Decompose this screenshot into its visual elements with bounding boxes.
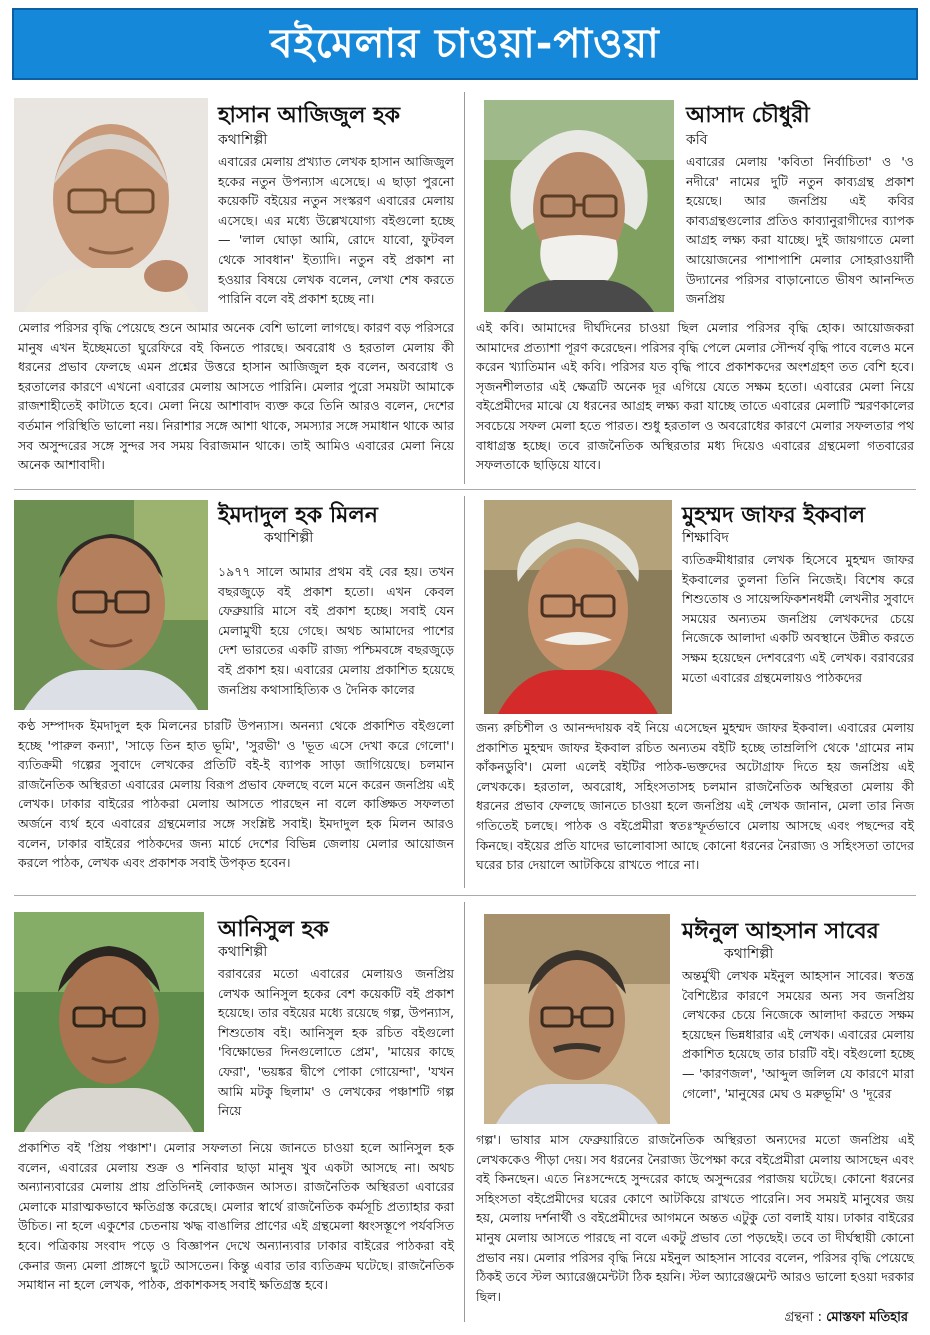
byline-label: গ্রন্থনা : [784, 1310, 822, 1325]
column-divider [464, 496, 465, 888]
article-text-full: গল্প'। ভাষার মাস ফেব্রুয়ারিতে রাজনৈতিক অস্থিরতা অন্যদের মতো জনপ্রিয় এই লেখককেও পীড়া দেয়। সব ধরনের নৈরাজ্য উপেক্ষা করে বইপ্রেমীরা মেলায় আসছেন এবং বই কিনছেন। এতে নিঃসন্দেহে সুন্দরের কাছে অসুন্দরের পরাজয় ঘটেছে। কোনো ধরনের সহিংসতা বইপ্রেমীদের ঘরের কোণে আটকিয়ে রাখতে পারেনি। সব সময়ই মানুষের জয় হয়, মেলায় দর্শনার্থী ও বইপ্রেমীদের আগমনে অন্তত এটুকু তো বলাই যায়। ঢাকার বাইরের মানুষ মেলায় আসতে পারছে না বলে একটু প্রভাব তো পড়ছেই। তবে তা দীর্ঘস্থায়ী কোনো প্রভাব নয়। মেলার পরিসর বৃদ্ধি নিয়ে মইনুল আহসান সাবের বলেন, পরিসর বৃদ্ধি পেয়েছে ঠিকই তবে স্টল অ্যারেঞ্জমেন্টটা ঠিক হয়নি। স্টল অ্যারেঞ্জমেন্ট আরও ভালো হওয়া দরকার ছিল। [476, 1132, 914, 1304]
author-photo [14, 98, 208, 312]
author-photo [484, 914, 670, 1124]
author-role: কবি [686, 132, 708, 148]
article-text-side: ১৯৭৭ সালে আমার প্রথম বই বের হয়। তখন বছরজুড়ে বই প্রকাশ হতো। এখন কেবল ফেব্রুয়ারি মাসে বই প্রকাশ হচ্ছে। সবাই যেন মেলামুখী হয়ে গেছে। অথচ আমাদের পাশের দেশ ভারতের একটি রাজ্য পশ্চিমবঙ্গে বছরজুড়ে বই প্রকাশ হয়। এবারের মেলায় প্রকাশিত হয়েছে জনপ্রিয় কথাসাহিত্যিক ও দৈনিক কালের [218, 564, 454, 697]
article-text-full: মেলার পরিসর বৃদ্ধি পেয়েছে শুনে আমার অনেক বেশি ভালো লাগছে। কারণ বড় পরিসরে মানুষ এখন ইচ্ছেমতো ঘুরেফিরে বই কিনতে পারছে। অবরোধ ও হরতাল মেলায় কী ধরনের প্রভাব ফেলছে এমন প্রশ্নের উত্তরে হাসান আজিজুল হক বলেন, অবরোধ ও হরতালের কারণে এখনো এবারের মেলায় আসতে পারিনি। মেলার পুরো সময়টা আমাকে রাজশাহীতেই কাটাতে হবে। মেলা নিয়ে আশাবাদ ব্যক্ত করে তিনি আরও বলেন, দেশের বর্তমান পরিস্থিতি ভালো নয়। নিরাশার সঙ্গে আশা থাকে, সমস্যার সঙ্গে সমাধান থাকে আর সব অসুন্দরের সঙ্গে সুন্দর সব সময় বিরাজমান থাকে। তাই আমিও এবারের মেলা নিয়ে অনেক আশাবাদী। [18, 320, 454, 473]
article-text-side: অন্তর্মুখী লেখক মইনুল আহসান সাবের। স্বতন্ত্র বৈশিষ্ট্যের কারণে সময়ের অন্য সব জনপ্রিয় লেখকের চেয়ে নিজেকে আলাদা করতে সক্ষম হয়েছেন ভিন্নধারার এই লেখক। এবারের মেলায় প্রকাশিত হয়েছে তার চারটি বই। বইগুলো হচ্ছে— 'কারণজল', 'আব্দুল জলিল যে কারণে মারা গেলো', 'মানুষের মেঘ ও মরুভূমি' ও 'দূরের [682, 968, 914, 1101]
row-divider [14, 489, 916, 490]
author-photo [14, 912, 204, 1132]
author-photo [484, 100, 674, 312]
author-role: কথাশিল্পী [218, 944, 268, 960]
author-photo [14, 500, 208, 710]
author-role: শিক্ষাবিদ [682, 530, 729, 546]
article-text-full: এই কবি। আমাদের দীর্ঘদিনের চাওয়া ছিল মেলার পরিসর বৃদ্ধি হোক। আয়োজকরা আমাদের প্রত্যাশা পূরণ করেছেন। পরিসর বৃদ্ধি পেলে মেলার সৌন্দর্য বৃদ্ধি পাবে বলেও মনে করেন খ্যাতিমান এই কবি। পরিসর যত বৃদ্ধি পাবে প্রকাশকদের অংশগ্রহণ তত বেশি হবে। সৃজনশীলতার এই ক্ষেত্রটি অনেক দূর এগিয়ে যেতে সক্ষম হতো। এবারের মেলা নিয়ে বইপ্রেমীদের মাঝে যে ধরনের আগ্রহ লক্ষ্য করা যাচ্ছে তাতে এবারের মেলাটি স্মরণকালের সবচেয়ে সফল মেলা হতে পারত। শুধু হরতাল ও অবরোধের কারণে মেলার সফলতার পথ বাধাগ্রস্ত হচ্ছে। তবে রাজনৈতিক অস্থিরতার মধ্য দিয়েও এবারের গ্রন্থমেলা গতবারের সফলতাকে ছাড়িয়ে যাবে। [476, 320, 914, 473]
column-divider [464, 92, 465, 484]
author-name: ইমদাদুল হক মিলন [218, 503, 378, 528]
author-role: কথাশিল্পী [218, 132, 268, 148]
page-banner [12, 8, 918, 80]
article-text-side: ব্যতিক্রমীধারার লেখক হিসেবে মুহম্মদ জাফর ইকবালের তুলনা তিনি নিজেই। বিশেষ করে শিশুতোষ ও সায়েন্সফিকশনধর্মী লেখনীর সুবাদে সময়ের অন্যতম জনপ্রিয় লেখকদের চেয়ে নিজেকে আলাদা একটি অবস্থানে উন্নীত করতে সক্ষম হয়েছেন দেশবরেণ্য এই লেখক। বরাবরের মতো এবারের গ্রন্থমেলায়ও পাঠকদের [682, 552, 914, 685]
article-text-side: বরাবরের মতো এবারের মেলায়ও জনপ্রিয় লেখক আনিসুল হকের বেশ কয়েকটি বই প্রকাশ হয়েছে। তার বইয়ের মধ্যে রয়েছে গল্প, উপন্যাস, শিশুতোষ বই। আনিসুল হক রচিত বইগুলো 'বিক্ষোভের দিনগুলোতে প্রেম', 'মায়ের কাছে ফেরা', 'ভয়ঙ্কর দ্বীপে পোকা গোয়েন্দা', 'যখন আমি মটকু ছিলাম' ও লেখকের পঞ্চাশটি গল্প নিয়ে [218, 966, 454, 1119]
article-text-full: প্রকাশিত বই 'প্রিয় পঞ্চাশ'। মেলার সফলতা নিয়ে জানতে চাওয়া হলে আনিসুল হক বলেন, এবারের মেলায় শুক্র ও শনিবার ছাড়া মানুষ খুব একটা আসছে না। অথচ অন্যান্যবারের মেলায় প্রায় প্রতিদিনই লোকজন আসত। রাজনৈতিক অস্থিরতা এবারের মেলাকে মারাত্মকভাবে ক্ষতিগ্রস্ত করেছে। মেলার স্বার্থে রাজনৈতিক কর্মসূচি প্রত্যাহার করা উচিত। না হলে একুশের চেতনায় ঋদ্ধ বাঙালির প্রাণের এই গ্রন্থমেলা ধ্বংসস্তূপে পর্যবসিত হবে। পত্রিকায় সংবাদ পড়ে ও বিজ্ঞাপন দেখে অন্যান্যবার ঢাকার বাইরের পাঠকরা বই কেনার জন্য মেলা প্রাঙ্গণে ছুটে আসতেন। কিন্তু এবার তার ব্যতিক্রম ঘটেছে। রাজনৈতিক সমাধান না হলে লেখক, পাঠক, প্রকাশকসহ সবাই ক্ষতিগ্রস্ত হবে। [18, 1140, 454, 1293]
author-name: হাসান আজিজুল হক [218, 103, 400, 128]
author-name: মঈনুল আহসান সাবের [682, 919, 879, 944]
article-text-full: কণ্ঠ সম্পাদক ইমদাদুল হক মিলনের চারটি উপন্যাস। অনন্যা থেকে প্রকাশিত বইগুলো হচ্ছে 'পারুল কন্যা', 'সাড়ে তিন হাত ভূমি', 'সুরভী' ও 'ভূত এসে দেখা করে গেলো'। ব্যতিক্রমী গল্পের সুবাদে লেখকের প্রতিটি বই-ই ব্যাপক সাড়া জাগিয়েছে। চলমান রাজনৈতিক অস্থিরতা এবারের মেলায় বিরূপ প্রভাব ফেলছে বলে মনে করেন জনপ্রিয় এই লেখক। ঢাকার বাইরের পাঠকরা মেলায় আসতে পারছেন না বলে কাঙ্ক্ষিত সফলতা অর্জনে ব্যর্থ হবে এবারের গ্রন্থমেলার সঙ্গে সংশ্লিষ্ট সবাই। ইমদাদুল হক মিলন আরও বলেন, ঢাকার বাইরের পাঠকদের জন্য মার্চে দেশের বিভিন্ন জেলায় মেলার আয়োজন করলে পাঠক, লেখক এবং প্রকাশক সবাই উপকৃত হবেন। [18, 718, 454, 871]
article-text-side: এবারের মেলায় প্রখ্যাত লেখক হাসান আজিজুল হকের নতুন উপন্যাস এসেছে। এ ছাড়া পুরনো কয়েকটি বইয়ের নতুন সংস্করণ এবারের মেলায় এসেছে। এর মধ্যে উল্লেখযোগ্য বইগুলো হচ্ছে— 'লাল ঘোড়া আমি, রোদে যাবো, ফুটবল থেকে সাবধান' ইত্যাদি। নতুন বই প্রকাশ না হওয়ার বিষয়ে লেখক বলেন, লেখা শেষ করতে পারিনি বলে বই প্রকাশ হচ্ছে না। [218, 154, 454, 307]
author-role: কথাশিল্পী [724, 946, 774, 962]
author-name: আনিসুল হক [218, 917, 329, 942]
author-name: আসাদ চৌধুরী [686, 103, 810, 128]
article-text-full: জন্য রুচিশীল ও আনন্দদায়ক বই নিয়ে এসেছেন মুহম্মদ জাফর ইকবাল। এবারের মেলায় প্রকাশিত মুহম্মদ জাফর ইকবাল রচিত অন্যতম বইটি হচ্ছে তাম্রলিপি থেকে 'গ্রামের নাম কাঁকনডুবি'। মেলা এলেই বইটির পাঠক-ভক্তদের অটোগ্রাফ দিতে হয় জনপ্রিয় এই লেখককে। হরতাল, অবরোধ, সহিংসতাসহ চলমান রাজনৈতিক অস্থিরতা মেলায় কী ধরনের প্রভাব ফেলছে জানতে চাওয়া হলে জনপ্রিয় এই লেখক জানান, মেলা তার নিজ গতিতেই চলছে। পাঠক ও বইপ্রেমীরা স্বতঃস্ফূর্তভাবে মেলায় আসছে এবং পছন্দের বই কিনছে। বইয়ের প্রতি যাদের ভালোবাসা আছে কোনো ধরনের নৈরাজ্য ও সহিংসতা তাদের ঘরের চার দেয়ালে আটকিয়ে রাখতে পারে না। [476, 720, 914, 873]
byline [785, 1308, 908, 1329]
author-name: মুহম্মদ জাফর ইকবাল [682, 503, 866, 528]
row-divider [14, 895, 916, 896]
column-divider [464, 902, 465, 1322]
author-role: কথাশিল্পী [264, 530, 314, 546]
author-photo [484, 500, 672, 714]
byline-author: মোস্তফা মতিহার [826, 1310, 908, 1325]
article-text-side: এবারের মেলায় 'কবিতা নির্বাচিতা' ও 'ও নদীরে' নামের দুটি নতুন কাব্যগ্রন্থ প্রকাশ হয়েছে। আর জনপ্রিয় এই কবির কাব্যগ্রন্থগুলোর প্রতিও কাব্যানুরাগীদের ব্যাপক আগ্রহ লক্ষ্য করা যাচ্ছে। দুই জায়গাতে মেলা আয়োজনের পাশাপাশি মেলার সোহরাওয়ার্দী উদ্যানের পরিসর বাড়ানোতে ভীষণ আনন্দিত জনপ্রিয় [686, 154, 914, 307]
page-title: বইমেলার চাওয়া-পাওয়া [270, 21, 660, 67]
